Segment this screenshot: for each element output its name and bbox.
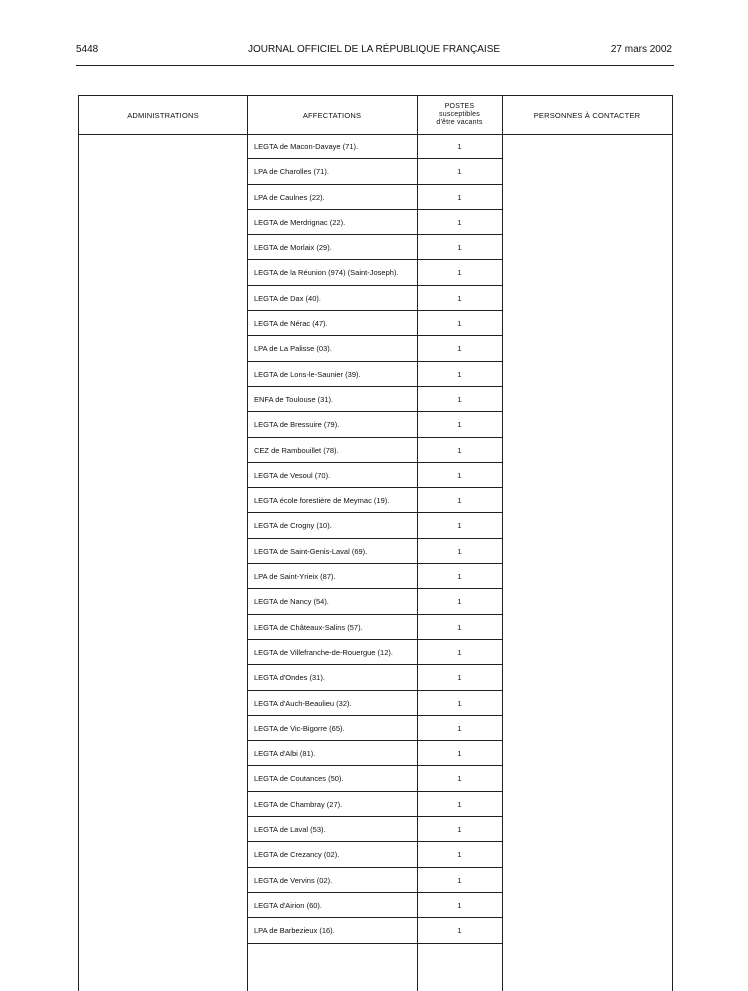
- column-divider: [502, 96, 503, 991]
- affectation-cell: LEGTA de Nérac (47).: [254, 319, 328, 329]
- affectation-cell: LEGTA d'Albi (81).: [254, 749, 316, 759]
- table-row: [247, 842, 502, 867]
- table-row: [247, 185, 502, 210]
- table-row: [247, 868, 502, 893]
- postes-cell: 1: [457, 394, 462, 404]
- column-header-postes: [417, 96, 502, 134]
- table-row: [247, 766, 502, 791]
- page-number: 5448: [76, 44, 99, 55]
- postes-cell: 1: [457, 572, 462, 582]
- table-row: [247, 615, 502, 640]
- postes-cell: 1: [457, 900, 462, 910]
- postes-cell: 1: [457, 217, 462, 227]
- table-row: [247, 159, 502, 184]
- table-row: [247, 336, 502, 361]
- column-header-administrations: ADMINISTRATIONS: [127, 110, 199, 120]
- affectation-cell: LEGTA de Morlaix (29).: [254, 243, 332, 253]
- postes-header-line-1: POSTES: [444, 103, 475, 110]
- table-row: [247, 362, 502, 387]
- table-row: [247, 817, 502, 842]
- affectation-cell: LEGTA d'Ondes (31).: [254, 673, 325, 683]
- postes-cell: 1: [457, 420, 462, 430]
- affectation-cell: LEGTA de Bressuire (79).: [254, 420, 340, 430]
- postes-cell: 1: [457, 647, 462, 657]
- table-row: [247, 412, 502, 437]
- table-row: [247, 665, 502, 690]
- affectation-cell: LEGTA de Saint-Genis-Laval (69).: [254, 546, 368, 556]
- postes-cell: 1: [457, 673, 462, 683]
- table-row: [247, 463, 502, 488]
- table-row: [247, 513, 502, 538]
- table-row: [247, 918, 502, 943]
- affectation-cell: LEGTA de Vervins (02).: [254, 875, 333, 885]
- postes-cell: 1: [457, 192, 462, 202]
- affectation-cell: LPA de Charolles (71).: [254, 167, 329, 177]
- table-row: [247, 539, 502, 564]
- postes-cell: 1: [457, 496, 462, 506]
- vacancy-table: [78, 95, 673, 991]
- postes-cell: 1: [457, 850, 462, 860]
- table-row: [247, 311, 502, 336]
- table-row: [247, 716, 502, 741]
- affectation-cell: LEGTA de la Réunion (974) (Saint-Joseph).: [254, 268, 399, 278]
- postes-cell: 1: [457, 825, 462, 835]
- affectation-cell: LEGTA d'Auch-Beaulieu (32).: [254, 698, 352, 708]
- table-row: [247, 640, 502, 665]
- affectation-cell: CEZ de Rambouillet (78).: [254, 445, 339, 455]
- postes-header-line-3: d'être vacants: [436, 119, 483, 126]
- postes-cell: 1: [457, 268, 462, 278]
- affectation-cell: LPA de Saint-Yrieix (87).: [254, 572, 336, 582]
- affectation-cell: LEGTA de Crezancy (02).: [254, 850, 340, 860]
- postes-cell: 1: [457, 749, 462, 759]
- affectation-cell: LEGTA de Lons-le-Saunier (39).: [254, 369, 361, 379]
- postes-cell: 1: [457, 470, 462, 480]
- postes-cell: 1: [457, 293, 462, 303]
- postes-header-line-2: susceptibles: [439, 111, 480, 118]
- affectation-cell: LEGTA de Vesoul (70).: [254, 470, 331, 480]
- table-row: [247, 134, 502, 159]
- affectation-cell: LPA de Barbezieux (16).: [254, 926, 335, 936]
- table-row: [247, 438, 502, 463]
- affectation-cell: LEGTA d'Airion (60).: [254, 900, 322, 910]
- table-row: [247, 235, 502, 260]
- postes-cell: 1: [457, 546, 462, 556]
- table-row: [247, 286, 502, 311]
- postes-cell: 1: [457, 344, 462, 354]
- postes-cell: 1: [457, 926, 462, 936]
- affectation-cell: LEGTA de Vic-Bigorre (65).: [254, 723, 345, 733]
- postes-cell: 1: [457, 723, 462, 733]
- affectation-cell: LEGTA de Villefranche-de-Rouergue (12).: [254, 647, 393, 657]
- postes-cell: 1: [457, 521, 462, 531]
- postes-cell: 1: [457, 243, 462, 253]
- postes-cell: 1: [457, 142, 462, 151]
- postes-cell: 1: [457, 445, 462, 455]
- affectation-cell: LEGTA de Nancy (54).: [254, 597, 329, 607]
- table-row: [247, 488, 502, 513]
- table-row: [247, 741, 502, 766]
- table-row: [247, 792, 502, 817]
- postes-cell: 1: [457, 875, 462, 885]
- postes-cell: 1: [457, 167, 462, 177]
- column-header-personnes: PERSONNES À CONTACTER: [533, 110, 641, 120]
- postes-cell: 1: [457, 799, 462, 809]
- postes-cell: 1: [457, 622, 462, 632]
- affectation-cell: LPA de Caulnes (22).: [254, 192, 325, 202]
- table-row: [247, 893, 502, 918]
- table-row: [247, 691, 502, 716]
- postes-cell: 1: [457, 597, 462, 607]
- postes-cell: 1: [457, 698, 462, 708]
- column-header-affectations: AFFECTATIONS: [302, 110, 362, 120]
- affectation-cell: LEGTA de Merdrignac (22).: [254, 217, 346, 227]
- affectation-cell: LEGTA de Macon-Davaye (71).: [254, 142, 359, 151]
- affectation-cell: LEGTA de Châteaux-Salins (57).: [254, 622, 363, 632]
- postes-cell: 1: [457, 369, 462, 379]
- postes-cell: 1: [457, 319, 462, 329]
- journal-title: JOURNAL OFFICIEL DE LA RÉPUBLIQUE FRANÇAISE: [247, 44, 501, 55]
- affectation-cell: LEGTA de Coutances (50).: [254, 774, 344, 784]
- publication-date: 27 mars 2002: [610, 44, 672, 55]
- table-row: [247, 387, 502, 412]
- table-row: [247, 210, 502, 235]
- page-header: [76, 44, 672, 58]
- postes-cell: 1: [457, 774, 462, 784]
- affectation-cell: LEGTA de Laval (53).: [254, 825, 326, 835]
- affectation-cell: ENFA de Toulouse (31).: [254, 394, 334, 404]
- affectation-cell: LEGTA école forestière de Meymac (19).: [254, 496, 390, 506]
- header-divider: [76, 65, 674, 66]
- affectation-cell: LEGTA de Dax (40).: [254, 293, 321, 303]
- table-row: [247, 564, 502, 589]
- table-body: [247, 134, 502, 944]
- affectation-cell: LEGTA de Crogny (10).: [254, 521, 332, 531]
- affectation-cell: LEGTA de Chambray (27).: [254, 799, 343, 809]
- table-row: [247, 589, 502, 614]
- affectation-cell: LPA de La Palisse (03).: [254, 344, 332, 354]
- table-row: [247, 260, 502, 285]
